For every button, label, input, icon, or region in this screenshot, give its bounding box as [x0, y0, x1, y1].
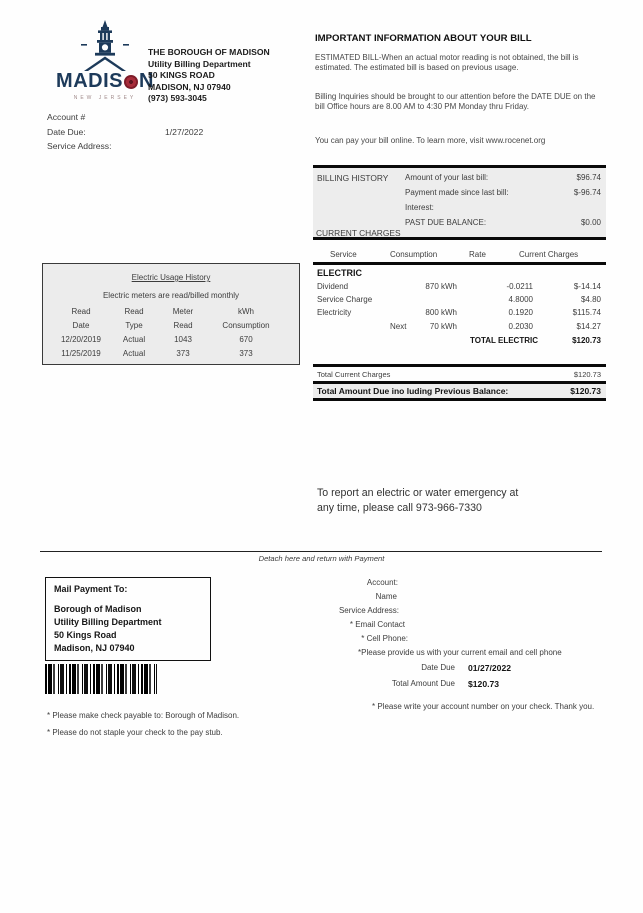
usage-col-head: Meter [172, 307, 194, 316]
account-fields [47, 110, 327, 154]
stub-total-due-label: Total Amount Due [391, 679, 455, 688]
usage-header-row-1 [43, 307, 299, 320]
usage-col-head: Consumption [222, 321, 270, 330]
service-name: Dividend [317, 282, 349, 291]
current-charges-title: CURRENT CHARGES [316, 228, 401, 238]
consumption-value: 70 kWh [429, 322, 457, 331]
wordmark-post: N [139, 70, 154, 92]
charge-row-next-tier [313, 322, 606, 334]
stub-service-address-label: Service Address: [338, 606, 399, 615]
divider-bar [313, 364, 606, 367]
charge-row-dividend [313, 282, 606, 294]
total-electric-label: TOTAL ELECTRIC [470, 336, 538, 345]
company-name: THE BOROUGH OF MADISON [148, 47, 270, 57]
consumption-value: 800 kWh [425, 308, 457, 317]
date-due-row [47, 125, 327, 140]
date-due-value: 1/27/2022 [165, 126, 204, 137]
payee-city: Madison, NJ 07940 [54, 643, 135, 653]
footer-note-staple: * Please do not staple your check to the pay stub. [47, 728, 223, 737]
company-street: 50 KINGS ROAD [148, 70, 215, 81]
billing-inquiries-note: Billing Inquiries should be brought to our attention before the DATE DUE on the bill Office hours are 8.00 AM to 4:30 PM Monday thru Friday. [315, 92, 596, 111]
usage-header-row-2 [43, 321, 299, 334]
payee-name: Borough of Madison [54, 604, 142, 614]
detach-rule [40, 551, 602, 552]
usage-data-row [43, 335, 299, 348]
logo-seal-icon [124, 75, 138, 89]
service-name: Service Charge [317, 295, 373, 304]
company-city: MADISON, NJ 07940 [148, 81, 231, 92]
service-address-row [47, 139, 327, 154]
rate-value: 0.1920 [508, 308, 533, 317]
info-title: IMPORTANT INFORMATION ABOUT YOUR BILL [315, 33, 532, 44]
read-type: Actual [122, 349, 146, 358]
stub-provide-note: *Please provide us with your current email and cell phone [358, 648, 562, 657]
stub-check-note: * Please write your account number on your check. Thank you. [372, 702, 595, 711]
stub-fields [300, 576, 630, 716]
usage-history-subtitle: Electric meters are read/billed monthly [102, 291, 240, 300]
divider-bar [313, 398, 606, 401]
rate-value: 0.2030 [508, 322, 533, 331]
grand-total-label: Total Amount Due ino luding Previous Balance: [317, 386, 509, 396]
estimated-bill-note: ESTIMATED BILL-When an actual motor reading is not obtained, the bill is estimated. The estimated bill is based on previous usage. [315, 53, 579, 72]
footer-note-payable: * Please make check payable to: Borough of Madison. [47, 711, 240, 720]
usage-col-head: Date [72, 321, 90, 330]
madison-logo [50, 20, 160, 101]
grand-total-row [313, 384, 606, 398]
mail-payment-address [54, 603, 162, 655]
account-number-label: Account # [47, 112, 86, 122]
detach-instruction: Detach here and return with Payment [258, 554, 385, 563]
total-current-charges-label: Total Current Charges [317, 370, 391, 379]
usage-history-box [42, 263, 300, 365]
payee-dept: Utility Billing Department [54, 617, 162, 627]
usage-col-head: Read [124, 307, 144, 316]
service-address-label: Service Address: [47, 141, 112, 151]
account-number-row [47, 110, 327, 125]
divider-bar [313, 262, 606, 265]
charge-row-service-charge [313, 295, 606, 307]
pay-online-note: You can pay your bill online. To learn more, visit www.rocenet.org [315, 136, 546, 145]
charge-value: $4.80 [580, 295, 601, 304]
meter-read: 1043 [174, 335, 192, 344]
rate-value: -0.0211 [506, 282, 533, 291]
mail-payment-box [45, 577, 211, 661]
col-current-charges: Current Charges [519, 250, 579, 259]
stub-name-label: Name [375, 592, 397, 601]
clock-tower-icon [81, 20, 129, 72]
usage-data-row [43, 349, 299, 362]
rate-value: 4.8000 [508, 295, 533, 304]
total-electric-value: $120.73 [572, 336, 601, 345]
current-charges-section [313, 226, 606, 406]
stub-email-label: * Email Contact [349, 620, 405, 629]
usage-col-head: Read [173, 321, 193, 330]
read-type: Actual [122, 335, 146, 344]
billing-history-row [313, 172, 606, 187]
payee-street: 50 Kings Road [54, 630, 117, 640]
last-bill-label: Amount of your last bill: [405, 173, 489, 182]
read-date: 11/25/2019 [61, 349, 101, 358]
emergency-note [317, 486, 518, 516]
stub-date-due-label: Date Due [421, 663, 455, 672]
billing-history-label: BILLING HISTORY [317, 173, 389, 183]
usage-col-head: kWh [238, 307, 254, 316]
billing-history-row [313, 187, 606, 202]
payment-made-label: Payment made since last bill: [405, 188, 509, 197]
payment-made-value: $-96.74 [573, 188, 601, 197]
important-info-section [315, 33, 607, 150]
charge-value: $115.74 [572, 308, 601, 317]
total-current-charges-value: $120.73 [573, 370, 601, 379]
past-due-value: $0.00 [580, 218, 601, 227]
past-due-label: PAST DUE BALANCE: [405, 218, 487, 227]
stub-account-label: Account: [366, 578, 398, 587]
last-bill-value: $96.74 [576, 173, 601, 182]
company-phone: (973) 593-3045 [148, 93, 207, 104]
col-consumption: Consumption [390, 250, 438, 259]
billing-history-row [313, 202, 606, 217]
tier-label: Next [390, 322, 407, 331]
stub-total-due-value: $120.73 [468, 679, 500, 689]
total-current-charges-row [313, 369, 606, 381]
service-name: Electricity [317, 308, 352, 317]
grand-total-value: $120.73 [570, 386, 601, 396]
emergency-line-1: To report an electric or water emergency at [317, 487, 519, 499]
stub-date-due-value: 01/27/2022 [468, 663, 512, 673]
wordmark-pre: MADIS [56, 70, 123, 92]
read-date: 12/20/2019 [60, 335, 102, 344]
kwh-consumption: 670 [239, 335, 253, 344]
total-electric-row [313, 336, 606, 348]
col-service: Service [330, 250, 357, 259]
company-dept: Utility Billing Department [148, 58, 251, 69]
charge-value: $14.27 [576, 322, 601, 331]
date-due-label: Date Due: [47, 126, 86, 137]
mail-payment-title: Mail Payment To: [54, 584, 128, 594]
col-rate: Rate [469, 250, 486, 259]
charge-value: $-14.14 [573, 282, 601, 291]
charges-column-headers [313, 250, 606, 261]
consumption-value: 870 kWh [425, 282, 457, 291]
stub-cell-phone-label: * Cell Phone: [361, 634, 408, 643]
usage-col-head: Read [71, 307, 91, 316]
company-address-block [148, 47, 270, 105]
electric-group-label: ELECTRIC [317, 268, 362, 278]
charge-row-electricity [313, 308, 606, 320]
logo-tagline: NEW JERSEY [73, 95, 137, 101]
meter-read: 373 [176, 349, 190, 358]
usage-history-title: Electric Usage History [131, 273, 211, 282]
usage-col-head: Type [125, 321, 143, 330]
interest-label: Interest: [405, 203, 434, 212]
emergency-line-2: any time, please call 973-966-7330 [317, 502, 482, 514]
kwh-consumption: 373 [239, 349, 253, 358]
logo-wordmark [50, 70, 160, 93]
barcode [45, 664, 157, 694]
